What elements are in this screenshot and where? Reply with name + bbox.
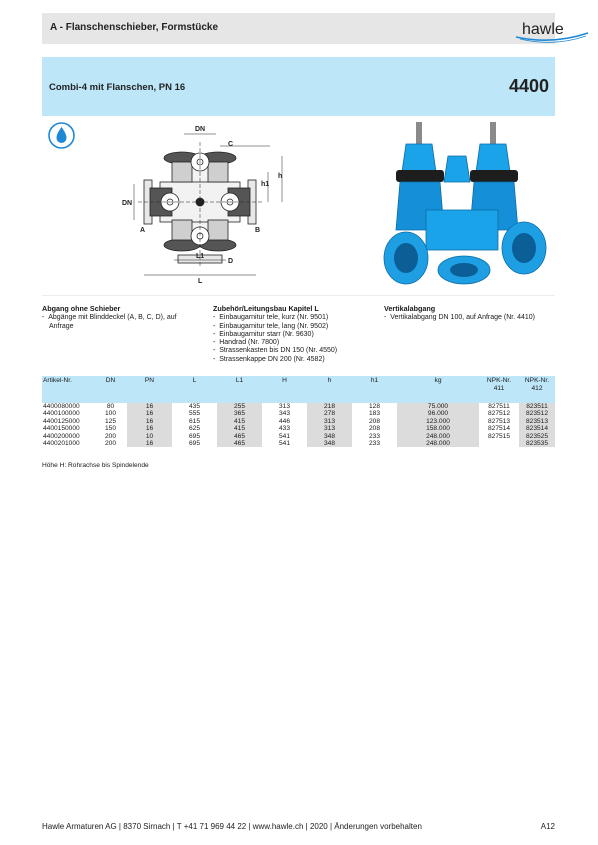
dim-label-l: L <box>198 278 203 285</box>
table-cell: 233 <box>368 440 380 448</box>
col-header-npk-412: NPK-Nr. 412 <box>519 376 555 403</box>
table-cell: 255 <box>217 403 262 410</box>
table-row <box>42 440 555 447</box>
table-cell: 16 <box>127 418 172 425</box>
table-cell: 4400150000 <box>43 425 80 433</box>
table-cell: 541 <box>278 432 290 440</box>
table-cell: 695 <box>188 432 200 440</box>
footnote: Höhe H: Rohrachse bis Spindelende <box>42 462 149 469</box>
table-cell: 415 <box>217 425 262 432</box>
table-cell: 80 <box>106 403 115 410</box>
info-zubehoer-item: - Strassenkappe DN 200 (Nr. 4582) <box>213 356 378 364</box>
table-cell: 16 <box>127 425 172 432</box>
dim-label-h1: h1 <box>261 181 270 188</box>
table-cell: 465 <box>217 440 262 447</box>
table-cell: 625 <box>188 425 200 433</box>
table-cell <box>479 440 519 447</box>
water-drop-icon <box>48 122 75 149</box>
table-cell: 200 <box>104 432 116 440</box>
info-vertikal-item: - Vertikalabgang DN 100, auf Anfrage (Nr. 4410) <box>384 314 555 322</box>
table-cell: 16 <box>127 410 172 417</box>
info-zubehoer-item: - Einbaugarnitur starr (Nr. 9630) <box>213 331 378 339</box>
table-cell: 233 <box>368 432 380 440</box>
table-cell: 4400125000 <box>43 417 80 425</box>
table-row <box>42 410 555 417</box>
dim-label-dn-top: DN <box>195 126 206 133</box>
col-header-l: L <box>172 376 217 403</box>
table-cell: 348 <box>307 433 352 440</box>
info-abgang-item: - Abgänge mit Blinddeckel (A, B, C, D), auf Anfrage <box>42 314 202 331</box>
table-cell: 4400080000 <box>43 403 80 410</box>
col-header-npk-411: NPK-Nr. 411 <box>479 376 519 403</box>
table-cell: 183 <box>368 410 380 418</box>
col-header-h: H <box>262 376 307 403</box>
table-cell: 823512 <box>519 410 555 417</box>
table-cell: 16 <box>127 440 172 447</box>
table-row <box>42 433 555 440</box>
table-cell: 4400100000 <box>43 410 80 418</box>
info-zubehoer-item: - Einbaugarnitur tele, lang (Nr. 9502) <box>213 323 378 331</box>
table-cell: 827512 <box>487 410 510 418</box>
product-title: Combi-4 mit Flanschen, PN 16 <box>49 82 186 93</box>
table-cell: 100 <box>104 410 116 418</box>
page-number: A12 <box>540 822 555 831</box>
table-cell: 16 <box>127 403 172 410</box>
table-cell: 200 <box>104 440 116 448</box>
table-cell: 615 <box>188 417 200 425</box>
info-zubehoer-item: - Handrad (Nr. 7800) <box>213 339 378 347</box>
table-cell: 96.000 <box>397 410 479 417</box>
table-cell: 10 <box>127 433 172 440</box>
table-cell: 823513 <box>519 418 555 425</box>
info-abgang <box>42 305 202 331</box>
table-row <box>42 403 555 410</box>
info-vertikal <box>384 305 555 323</box>
col-header-h-small: h <box>307 376 352 403</box>
table-cell: 435 <box>188 403 200 410</box>
table-cell: 823511 <box>519 403 555 410</box>
table-cell: 365 <box>217 410 262 417</box>
product-bar <box>42 57 555 116</box>
logo-text: hawle <box>522 21 564 38</box>
table-cell: 823514 <box>519 425 555 432</box>
table-cell: 827511 <box>488 403 510 410</box>
table-cell: 827514 <box>487 425 510 433</box>
table-cell: 75.000 <box>397 403 479 410</box>
table-cell: 827515 <box>487 432 510 440</box>
table-cell: 248.000 <box>397 433 479 440</box>
table-cell: 313 <box>307 418 352 425</box>
table-cell: 415 <box>217 418 262 425</box>
col-header-kg: kg <box>397 376 479 403</box>
table-cell: 823525 <box>519 433 555 440</box>
product-photo <box>378 120 550 292</box>
table-cell: 4400200000 <box>43 432 80 440</box>
dim-label-d: D <box>228 258 234 265</box>
info-abgang-title: Abgang ohne Schieber <box>42 304 121 313</box>
table-cell: 446 <box>278 417 290 425</box>
dim-label-dn-left: DN <box>122 200 133 207</box>
table-row <box>42 418 555 425</box>
table-cell: 218 <box>307 403 352 410</box>
col-header-pn: PN <box>127 376 172 403</box>
col-header-l1: L1 <box>217 376 262 403</box>
info-zubehoer-title: Zubehör/Leitungsbau Kapitel L <box>213 304 319 313</box>
col-header-h1: h1 <box>352 376 397 403</box>
table-cell: 313 <box>307 425 352 432</box>
table-cell: 827513 <box>487 417 510 425</box>
table-cell: 465 <box>217 433 262 440</box>
table-cell: 555 <box>188 410 200 418</box>
header-bar <box>42 13 564 44</box>
table-cell: 123.000 <box>397 418 479 425</box>
table-cell: 541 <box>278 440 290 448</box>
article-table <box>42 376 555 447</box>
hawle-logo <box>512 15 592 43</box>
table-cell: 343 <box>278 410 290 418</box>
table-cell: 4400201000 <box>43 440 80 448</box>
table-header-row <box>42 376 555 403</box>
col-header-dn: DN <box>94 376 127 403</box>
info-vertikal-title: Vertikalabgang <box>384 304 436 313</box>
table-cell: 158.000 <box>397 425 479 432</box>
table-cell: 208 <box>368 417 380 425</box>
table-cell: 150 <box>104 425 116 433</box>
product-number: 4400 <box>508 76 549 96</box>
dim-label-b: B <box>255 227 261 234</box>
info-zubehoer-item: - Einbaugarnitur tele, kurz (Nr. 9501) <box>213 314 378 322</box>
table-cell: 348 <box>307 440 352 447</box>
table-row <box>42 425 555 432</box>
info-zubehoer-item: - Strassenkasten bis DN 150 (Nr. 4550) <box>213 347 378 355</box>
col-header-artikel: Artikel-Nr. <box>42 376 94 403</box>
table-cell: 313 <box>278 403 290 410</box>
dim-label-c: C <box>228 141 234 148</box>
technical-drawing <box>120 120 290 290</box>
table-cell: 695 <box>188 440 200 448</box>
table-cell: 125 <box>104 417 116 425</box>
dim-label-a: A <box>140 227 146 234</box>
dim-label-h: h <box>278 173 283 180</box>
table-cell: 248.000 <box>397 440 479 447</box>
dim-label-l1: L1 <box>196 253 205 260</box>
table-cell: 433 <box>278 425 290 433</box>
footer-text: Hawle Armaturen AG | 8370 Sirnach | T +41 71 969 44 22 | www.hawle.ch | 2020 | Änderungen vorbehalten <box>42 822 422 831</box>
table-cell: 128 <box>368 403 380 410</box>
table-cell: 208 <box>368 425 380 433</box>
info-zubehoer <box>213 305 378 364</box>
section-title: A - Flanschenschieber, Formstücke <box>50 22 219 33</box>
table-cell: 278 <box>307 410 352 417</box>
table-cell: 823535 <box>519 440 555 447</box>
